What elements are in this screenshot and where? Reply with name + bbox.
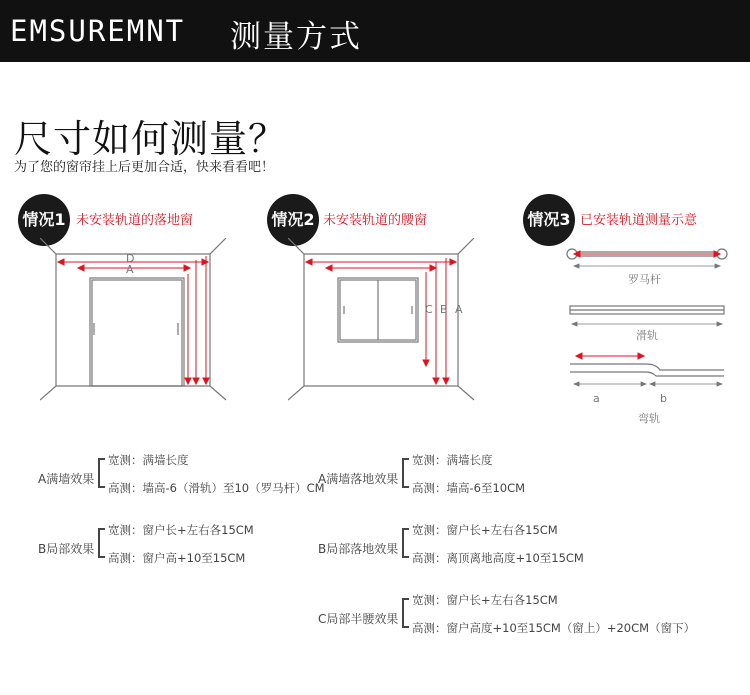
method-width: 宽测：窗户长+左右各15CM (412, 523, 558, 537)
bracket (98, 458, 105, 488)
header-banner (0, 0, 750, 62)
method-height: 高测：墙高-6至10CM (412, 481, 526, 495)
page-title: 尺寸如何测量？ (14, 117, 288, 161)
method-width: 宽测：窗户长+左右各15CM (108, 523, 254, 537)
method-height: 高测：墙高-6（滑轨）至10（罗马杆）CM (108, 481, 325, 495)
case-2-badge: 情况2 (267, 194, 319, 246)
case-3-label-slide-rail: 滑轨 (636, 329, 658, 342)
method-height: 高测：离顶离地高度+10至15CM (412, 551, 584, 565)
method-name: C局部半腰效果 (318, 612, 399, 626)
method-height: 高测：窗户高+10至15CM (108, 551, 246, 565)
case-3-badge: 情况3 (523, 194, 575, 246)
method-height: 高测：窗户高度+10至15CM（窗上）+20CM（窗下） (412, 621, 696, 635)
bracket (98, 528, 105, 558)
page-subtitle: 为了您的窗帘挂上后更加合适，快来看看吧！ (14, 160, 275, 175)
case-3-label-curved-rail: 弯轨 (638, 412, 660, 425)
case-3-label-roman-rod: 罗马杆 (628, 273, 661, 286)
case-1-badge: 情况1 (18, 194, 70, 246)
case-2-label-c: C (425, 303, 433, 316)
method-name: B局部落地效果 (318, 542, 399, 556)
case-3-label-b: b (660, 392, 667, 405)
case-1-diagram (40, 238, 240, 408)
method-width: 宽测：窗户长+左右各15CM (412, 593, 558, 607)
case-2-label-b: B (440, 303, 448, 316)
case-1-label-d: D (126, 252, 135, 265)
method-name: A满墙效果 (38, 472, 95, 486)
case-1-title: 未安装轨道的落地窗 (76, 213, 194, 228)
case-2-label-a: A (455, 303, 463, 316)
bracket (402, 528, 409, 558)
method-width: 宽测：满墙长度 (108, 453, 189, 467)
bracket (402, 598, 409, 628)
banner-english-title: EMSUREMNT (10, 14, 186, 48)
banner-chinese-title: 测量方式 (230, 19, 362, 55)
bracket (402, 458, 409, 488)
case-3-label-a: a (593, 392, 600, 405)
case-1-label-a: A (126, 263, 134, 276)
method-name: B局部效果 (38, 542, 95, 556)
case-2-title: 未安装轨道的腰窗 (323, 213, 428, 228)
case-2-diagram (288, 238, 488, 408)
method-name: A满墙落地效果 (318, 472, 399, 486)
case-3-title: 已安装轨道测量示意 (580, 213, 698, 228)
method-width: 宽测：满墙长度 (412, 453, 493, 467)
